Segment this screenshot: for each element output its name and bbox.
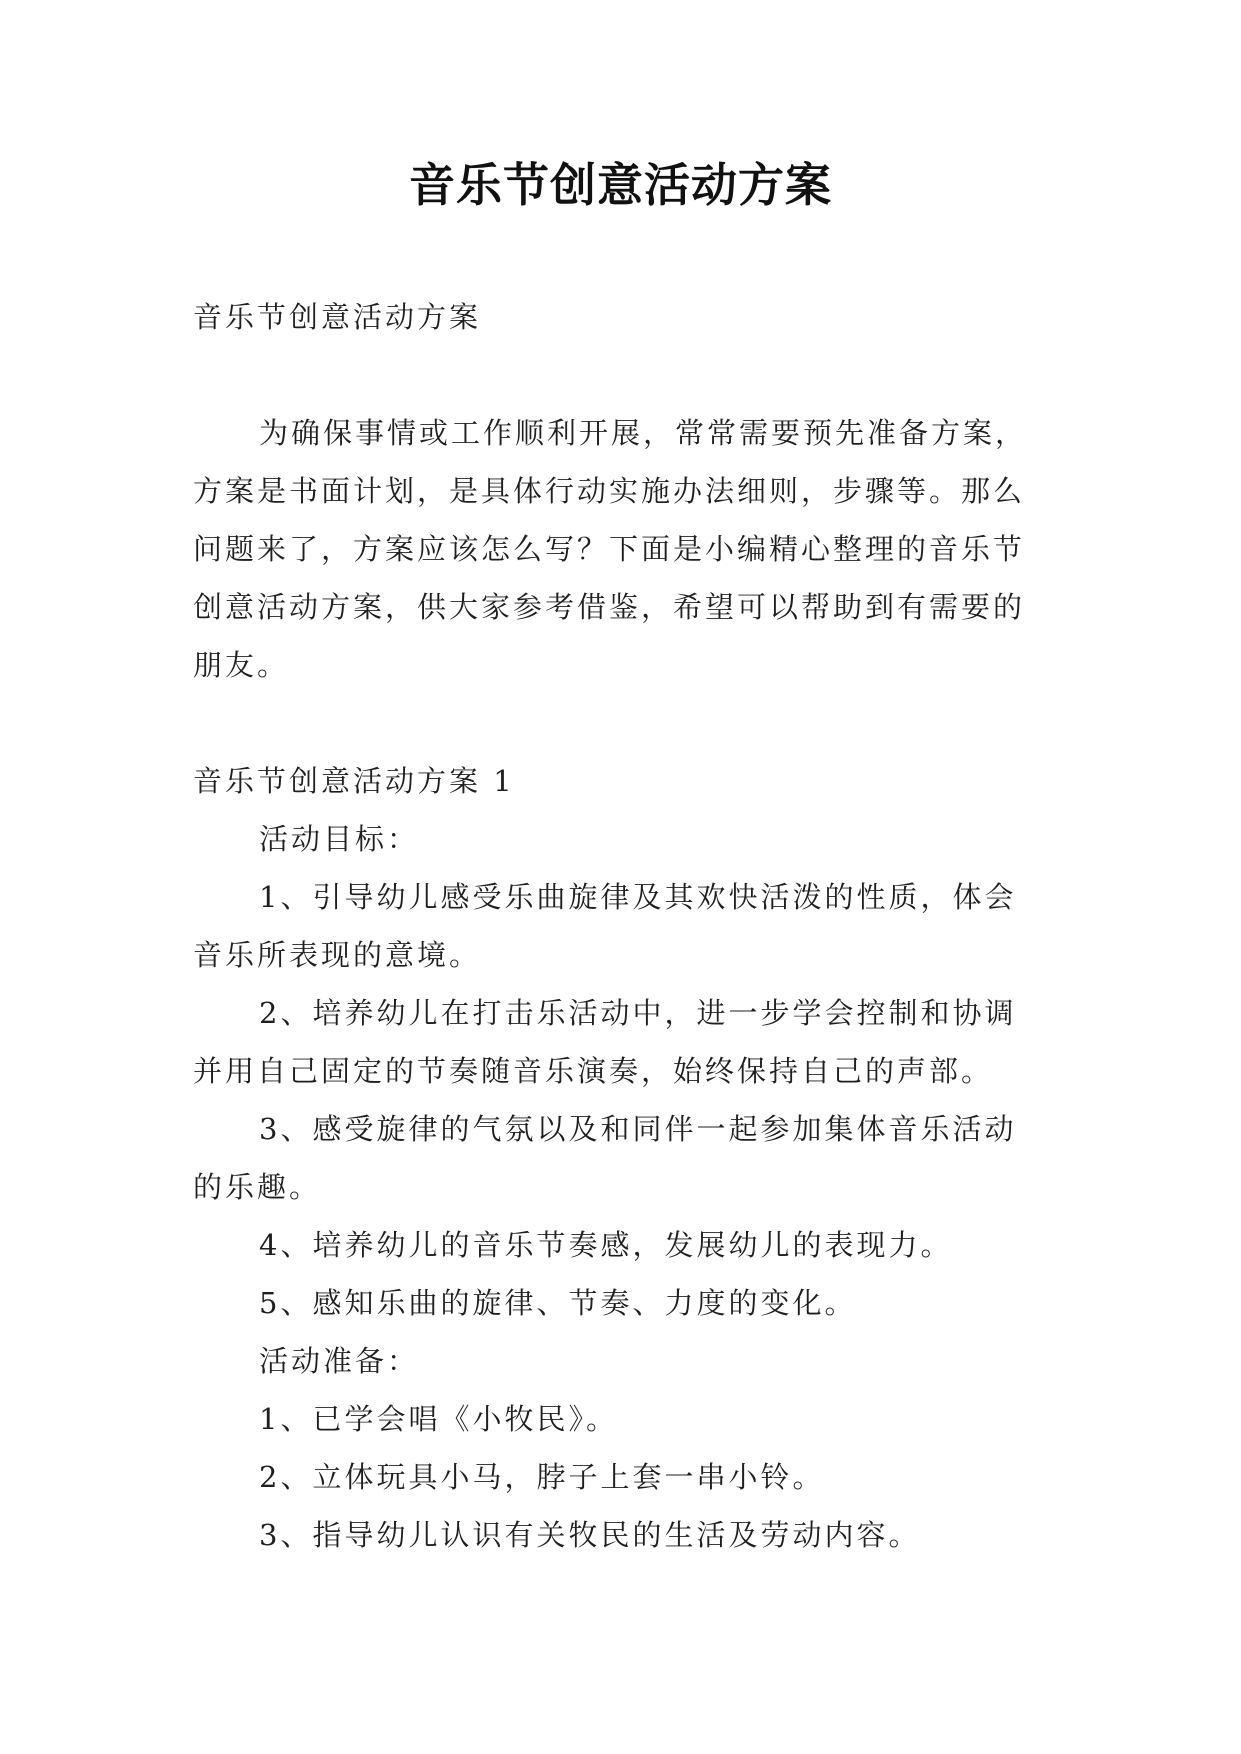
prep-item: 1、已学会唱《小牧民》。 (259, 1402, 618, 1436)
intro-paragraph (193, 404, 1053, 694)
prep-item: 2、立体玩具小马，脖子上套一串小铃。 (259, 1460, 825, 1494)
section-1 (193, 752, 1053, 1564)
goal-item-continued: 的乐趣。 (193, 1170, 322, 1204)
document-title: 音乐节创意活动方案 (409, 158, 832, 212)
goal-item: 2、培养幼儿在打击乐活动中，进一步学会控制和协调 (259, 996, 1017, 1030)
goals-label: 活动目标： (259, 822, 420, 856)
goal-item: 3、感受旋律的气氛以及和同伴一起参加集体音乐活动 (259, 1112, 1017, 1146)
section-heading: 音乐节创意活动方案 1 (193, 764, 515, 798)
intro-line: 问题来了，方案应该怎么写？下面是小编精心整理的音乐节 (193, 532, 1026, 566)
subtitle-line: 音乐节创意活动方案 (193, 300, 482, 334)
intro-line: 方案是书面计划，是具体行动实施办法细则，步骤等。那么 (193, 474, 1026, 508)
goal-item: 5、感知乐曲的旋律、节奏、力度的变化。 (259, 1286, 857, 1320)
intro-line: 创意活动方案，供大家参考借鉴，希望可以帮助到有需要的 (193, 590, 1026, 624)
prep-label: 活动准备： (259, 1344, 420, 1378)
goal-item-continued: 并用自己固定的节奏随音乐演奏，始终保持自己的声部。 (193, 1054, 994, 1088)
document-body (193, 288, 1053, 1564)
spacer (193, 694, 1053, 752)
spacer (193, 346, 1053, 404)
intro-line: 为确保事情或工作顺利开展，常常需要预先准备方案， (259, 416, 1028, 450)
prep-item: 3、指导幼儿认识有关牧民的生活及劳动内容。 (259, 1518, 921, 1552)
goal-item-continued: 音乐所表现的意境。 (193, 938, 482, 972)
goal-item: 1、引导幼儿感受乐曲旋律及其欢快活泼的性质，体会 (259, 880, 1017, 914)
intro-line: 朋友。 (193, 648, 290, 682)
goal-item: 4、培养幼儿的音乐节奏感，发展幼儿的表现力。 (259, 1228, 953, 1262)
